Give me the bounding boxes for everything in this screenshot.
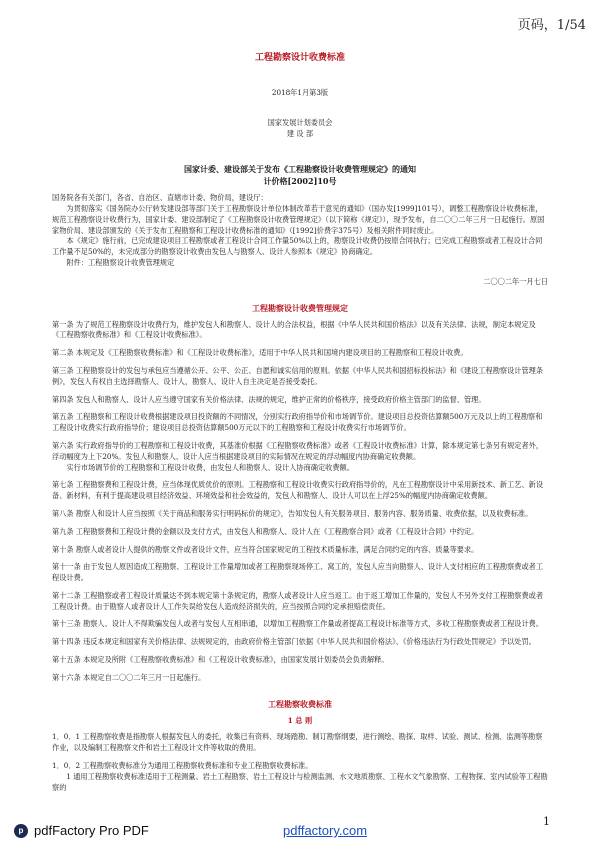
pdffactory-badge [14, 823, 149, 838]
notice-salutation: 国务院各有关部门，各省、自治区、直辖市计委、物价局，建设厅： [52, 193, 268, 203]
article-item: 第四条 发包人和勘察人、设计人应当遵守国家有关价格法律、法规的规定，维护正常的价格秩序，接受政府价格主管部门的监督、管理。 [52, 394, 486, 404]
rules-title: 工程勘察设计收费管理规定 [252, 302, 348, 313]
chapter-title: 1 总 则 [287, 715, 313, 725]
edition-line: 2018年1月第3版 [271, 87, 329, 97]
document-title: 工程勘察设计收费标准 [254, 53, 345, 63]
notice-number: 计价格[2002]10号 [263, 176, 337, 187]
article-item: 第十一条 由于发包人原因造成工程勘察、工程设计工作量增加或者工程勘察现场停工、窝工的，发包人应当向勘察人、设计人支付相应的工程勘察费或者工程设计费。 [52, 562, 544, 583]
article-item: 第二条 本规定及《工程勘察收费标准》和《工程设计收费标准》，适用于中华人民共和国境内建设项目的工程勘察和工程设计收费。 [52, 348, 468, 358]
article-item: 第九条 工程勘察费和工程设计费的金额以及支付方式，由发包人和勘察人、设计人在《工程勘察合同》或者《工程设计合同》中约定。 [52, 526, 479, 536]
issuer-planning-commission: 国家发展计划委员会 [267, 118, 333, 128]
issuers [52, 118, 548, 139]
article-item: 第十二条 工程勘察或者工程设计质量达不到本规定第十条规定的，勘察人或者设计人应当返工。由于返工增加工作量的，发包人不另外支付工程勘察费或者工程设计费。由于勘察人或者设计人工作失误给发包人造成经济损失的，应当按照合同约定承担赔偿责任。 [52, 590, 544, 611]
article-item: 第五条 工程勘察和工程设计收费根据建设项目投资额的不同情况，分别实行政府指导价和市场调节价。建设项目总投资估算额500万元及以上的工程勘察和工程设计收费实行政府指导价；建设项目总投资估算额500万元以下的工程勘察和工程设计收费实行市场调节价。 [52, 412, 543, 433]
standard-paragraph: 1．0．1 工程勘察收费是指勘察人根据发包人的委托，收集已有资料、现场踏勘、制订勘察纲要，进行测绘、勘探、取样、试验、测试、检测、监测等勘察作业，以及编制工程勘察文件和岩土工程设计文件等收取的费用。 [52, 732, 543, 753]
article-item: 第六条 实行政府指导价的工程勘察和工程设计收费，其基准价根据《工程勘察收费标准》或者《工程设计收费标准》计算，除本规定第七条另有规定者外，浮动幅度为上下20%。发包人和勘察人、设计人应当根据建设项目的实际情况在规定的浮动幅度内协商确定收费额。 [52, 440, 544, 461]
pdffactory-logo-icon: p [14, 824, 28, 838]
document-body [52, 48, 548, 793]
standard-paragraph: 1 通用工程勘察收费标准适用于工程测量、岩土工程勘察、岩土工程设计与检测监测、水文地质勘察、工程水文气象勘察、工程物探、室内试验等工程勘察的 [52, 771, 548, 792]
notice-date: 二〇〇二年一月七日 [483, 276, 548, 286]
notice-title [52, 163, 548, 187]
issuer-construction-ministry: 建 设 部 [286, 128, 314, 138]
article-item: 第三条 工程勘察设计的发包与承包应当遵循公开、公平、公正、自愿和诚实信用的原则。依据《中华人民共和国招标投标法》和《建设工程勘察设计管理条例》，发包人有权自主选择勘察人、设计人，勘察人、设计人自主决定是否接受委托。 [52, 365, 544, 386]
standard-paragraph: 1．0．2 工程勘察收费标准分为通用工程勘察收费标准和专业工程勘察收费标准。 [52, 761, 313, 771]
page-number: 1 [543, 815, 550, 828]
article-item: 第十五条 本规定及所附《工程勘察收费标准》和《工程设计收费标准》，由国家发展计划委员会负责解释。 [52, 655, 389, 665]
pdffactory-label: pdfFactory Pro PDF [34, 823, 149, 838]
notice-paragraph: 为贯彻落实《国务院办公厅转发建设部等部门关于工程勘察设计单位体制改革若干意见的通知》（国办发[1999]101号），调整工程勘察设计收费标准，规范工程勘察设计收费行为，国家计委、建设部制定了《工程勘察设计收费管理规定》（以下简称《规定》），现予发布，自二〇〇二年三月一日起施行。原国家物价局、建设部颁发的《关于发布工程勘察和工程设计收费标准的通知》（[1992]价费字375号）及相关附件同时废止。 [52, 203, 545, 235]
notice-paragraph: 本《规定》施行前，已完成建设项目工程勘察或者工程设计合同工作量50%以上的，勘察设计收费仍按原合同执行；已完成工程勘察或者工程设计合同工作量不足50%的，未完成部分的勘察设计收费由发包人与勘察人、设计人参照本《规定》协商确定。 [52, 236, 543, 257]
standard-title: 工程勘察收费标准 [268, 698, 332, 709]
article-item: 第十三条 勘察人、设计人不得欺骗发包人或者与发包人互相串通，以增加工程勘察工作量或者提高工程设计标准等方式，多收工程勘察费或者工程设计费。 [52, 619, 544, 629]
article-item: 第一条 为了规范工程勘察设计收费行为，维护发包人和勘察人、设计人的合法权益，根据《中华人民共和国价格法》以及有关法律、法规，制定本规定及《工程勘察收费标准》和《工程设计收费标准》。 [52, 319, 536, 340]
article-item: 第十六条 本规定自二〇〇二年三月一日起施行。 [52, 672, 206, 682]
article-item: 第八条 勘察人和设计人应当按照《关于商品和服务实行明码标价的规定》，告知发包人有关服务项目、服务内容、服务质量、收费依据，以及收费标准。 [52, 508, 533, 518]
page-indicator: 页码，1/54 [517, 18, 586, 33]
notice-heading: 国家计委、建设部关于发布《工程勘察设计收费管理规定》的通知 [184, 164, 416, 175]
article-item: 第十条 勘察人或者设计人提供的勘察文件或者设计文件，应当符合国家规定的工程技术质量标准，满足合同约定的内容、质量等要求。 [52, 544, 479, 554]
pdffactory-link[interactable]: pdffactory.com [283, 823, 368, 838]
notice-attachment: 附件：工程勘察设计收费管理规定 [66, 257, 175, 267]
article-item: 第十四条 违反本规定和国家有关价格法律、法规规定的，由政府价格主管部门依据《中华人民共和国价格法》、《价格违法行为行政处罚规定》予以处罚。 [52, 637, 536, 647]
article-item: 实行市场调节价的工程勘察和工程设计收费，由发包人和勘察人、设计人协商确定收费额。 [66, 462, 354, 472]
article-item: 第七条 工程勘察费和工程设计费，应当体现优质优价的原则。工程勘察和工程设计收费实行政府指导价的，凡在工程勘察设计中采用新技术、新工艺、新设备、新材料，有利于提高建设项目经济效益、环境效益和社会效益的，发包人和勘察人、设计人可以在上浮25%的幅度内协商确定收费额。 [52, 480, 544, 501]
